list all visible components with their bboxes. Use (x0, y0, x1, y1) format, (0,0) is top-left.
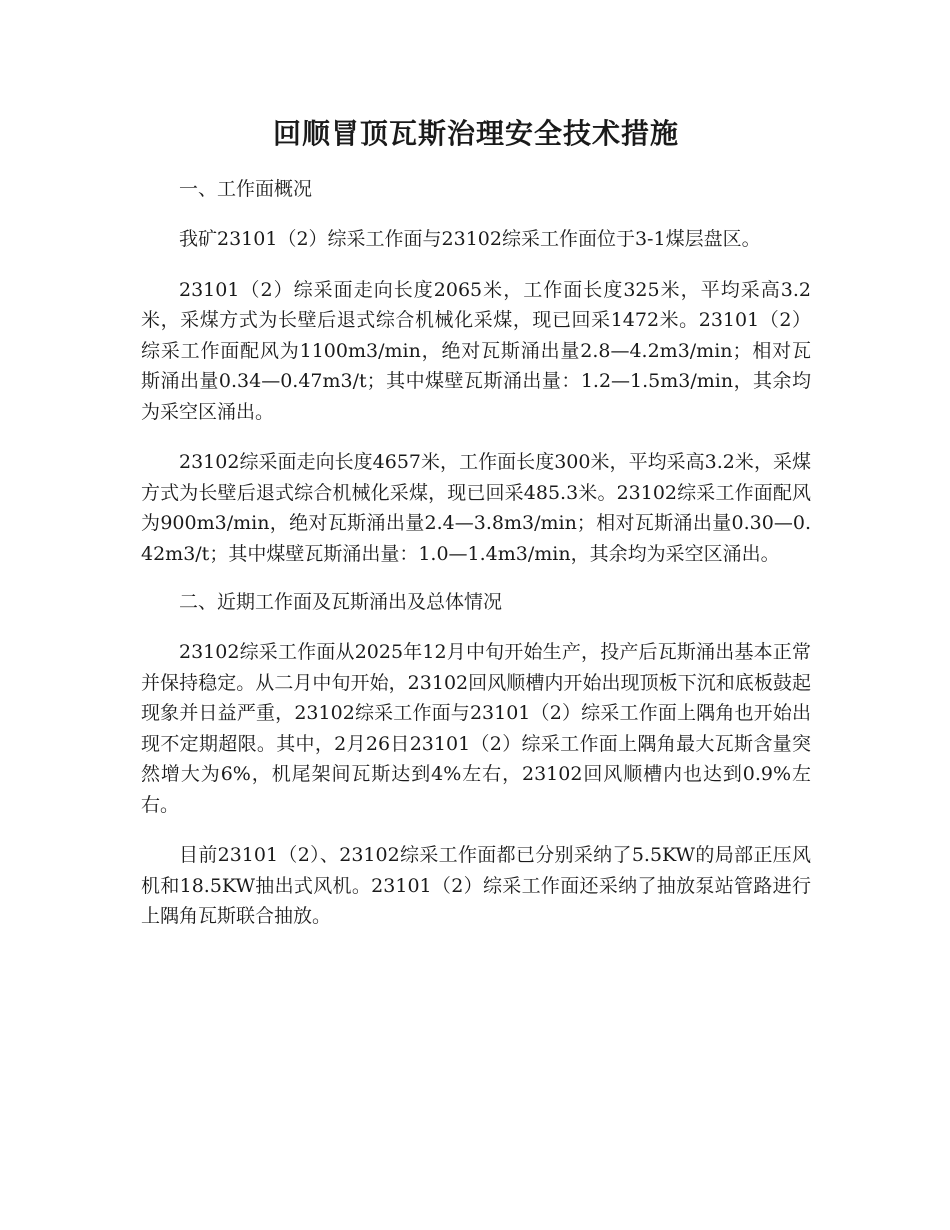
paragraph: 23102综采面走向长度4657米，工作面长度300米，平均采高3.2米，采煤方式为长壁后退式综合机械化采煤，现已回采485.3米。23102综采工作面配风为900m3/min，绝对瓦斯涌出量2.4—3.8m3/min；相对瓦斯涌出量0.30—0.42m3/t；其中煤壁瓦斯涌出量：1.0—1.4m3/min，其余均为采空区涌出。 (141, 451, 811, 565)
document-title: 回顺冒顶瓦斯治理安全技术措施 (272, 117, 679, 150)
section-recent-gas-situation (141, 587, 811, 932)
section-work-face-overview (141, 174, 811, 569)
paragraph: 23102综采工作面从2025年12月中旬开始生产，投产后瓦斯涌出基本正常并保持稳定。从二月中旬开始，23102回风顺槽内开始出现顶板下沉和底板鼓起现象并日益严重，23102综采工作面与23101（2）综采工作面上隅角也开始出现不定期超限。其中，2月26日23101（2）综采工作面上隅角最大瓦斯含量突然增大为6%，机尾架间瓦斯达到4%左右，23102回风顺槽内也达到0.9%左右。 (141, 641, 811, 816)
paragraph: 我矿23101（2）综采工作面与23102综采工作面位于3-1煤层盘区。 (179, 228, 761, 250)
section-heading: 一、工作面概况 (179, 178, 313, 200)
paragraph: 23101（2）综采面走向长度2065米，工作面长度325米，平均采高3.2米，采煤方式为长壁后退式综合机械化采煤，现已回采1472米。23101（2）综采工作面配风为1100m3/min，绝对瓦斯涌出量2.8—4.2m3/min；相对瓦斯涌出量0.34—0.47m3/t；其中煤壁瓦斯涌出量：1.2—1.5m3/min，其余均为采空区涌出。 (141, 278, 811, 423)
section-heading: 二、近期工作面及瓦斯涌出及总体情况 (179, 591, 503, 613)
paragraph: 目前23101（2）、23102综采工作面都已分别采纳了5.5KW的局部正压风机和18.5KW抽出式风机。23101（2）综采工作面还采纳了抽放泵站管路进行上隅角瓦斯联合抽放。 (141, 844, 811, 927)
document-body (141, 112, 811, 932)
